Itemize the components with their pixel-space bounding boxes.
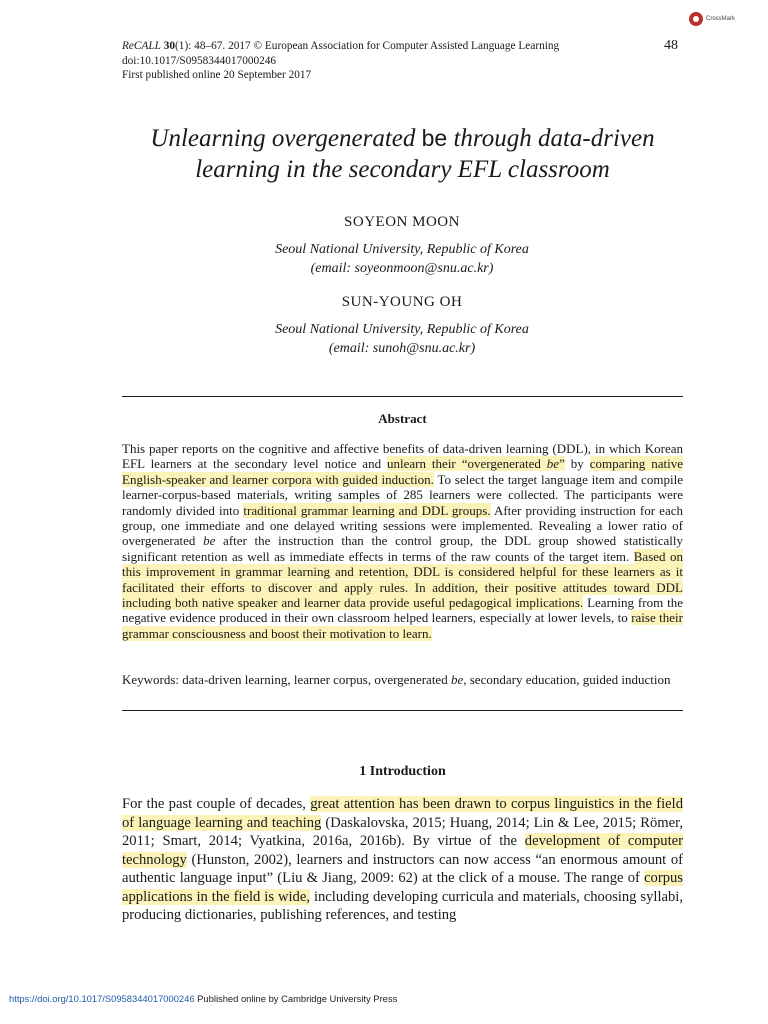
abstract-body: This paper reports on the cognitive and affective benefits of data-driven learning (DDL), in which Korean EFL learners at the secondary level notice and unlearn their “overgenerated be” by comparing native English-speaker and learner corpora with guided induction. To select the target language item and compile learner-corpus-based materials, writing samples of 285 learners were collected. The participants were randomly divided into traditional grammar learning and DDL groups. After providing instruction for each group, one immediate and one delayed writing sessions were implemented. Revealing a lower ratio of overgenerated be after the instruction than the control group, the DDL group showed statistically significant retention as well as immediate effects in terms of the raw counts of the target item. Based on this improvement in grammar learning and retention, DDL is considered helpful for these learners as it facilitated their efforts to discover and apply rules. In addition, their positive attitudes toward DDL including both native speaker and learner data provide useful pedagogical implications. Learning from the negative evidence produced in their own classroom helped learners, especially at lower levels, to raise their grammar consciousness and boost their motivation to learn.: [122, 441, 684, 641]
author-name-1: SOYEON MOON: [344, 214, 460, 230]
keywords-label: Keywords:: [122, 672, 180, 687]
paper-title: [100, 123, 705, 185]
author-affiliation-2: Seoul National University, Republic of Korea (email: sunoh@snu.ac.kr): [122, 320, 682, 358]
highlight: Based on this improvement in grammar learning and retention, DDL is considered helpful for these learners as it facilitated their efforts to discover and apply rules. In addition, their positive attitudes toward DDL including both native speaker and learner data provide useful pedagogical implications.: [122, 548, 683, 611]
keywords: Keywords: data-driven learning, learner corpus, overgenerated be, secondary education, guided induction: [122, 672, 671, 687]
doi-line: doi:10.1017/S0958344017000246: [122, 54, 277, 67]
footer-text: Published online by Cambridge University Press: [194, 993, 398, 1004]
crossmark-icon: [689, 12, 703, 26]
title-line-2: learning in the secondary EFL classroom: [195, 156, 610, 183]
title-line-1: Unlearning overgenerated be through data-driven: [150, 125, 655, 152]
running-header: [122, 39, 682, 83]
journal-name: ReCALL: [122, 40, 161, 52]
abstract-bottom-rule: [122, 710, 683, 711]
abstract-top-rule: [122, 396, 683, 397]
introduction-body: For the past couple of decades, great attention has been drawn to corpus linguistics in the field of language learning and teaching (Daskalovska, 2015; Huang, 2014; Lin & Lee, 2015; Römer, 2011; Smart, 2014; Vyatkina, 2016a, 2016b). By virtue of the development of computer technology (Hunston, 2002), learners and instructors can now access “an enormous amount of authentic language input” (Liu & Jiang, 2009: 62) at the click of a mouse. The range of corpus applications in the field is wide, including developing curricula and materials, choosing syllabi, producing dictionaries, publishing references, and testing: [122, 796, 683, 923]
crossmark-label: CrossMark: [706, 16, 736, 22]
crossmark-badge[interactable]: [689, 12, 735, 26]
published-line: First published online 20 September 2017: [122, 69, 312, 81]
author-affiliation-1: Seoul National University, Republic of Korea (email: soyeonmoon@snu.ac.kr): [122, 240, 682, 278]
author-email-1[interactable]: (email: soyeonmoon@snu.ac.kr): [310, 261, 494, 276]
highlight: comparing native English-speaker and learner corpora with guided induction.: [122, 456, 684, 487]
abstract-heading: Abstract: [378, 411, 427, 426]
section-heading: 1 Introduction: [359, 764, 446, 779]
title-be: be: [421, 125, 448, 151]
highlight: raise their grammar consciousness and boost their motivation to learn.: [122, 610, 683, 641]
citation-rest: (1): 48–67. 2017 © European Association for Computer Assisted Language Learning: [175, 40, 560, 52]
highlight: traditional grammar learning and DDL groups.: [243, 502, 491, 518]
doi-link[interactable]: https://doi.org/10.1017/S0958344017000246: [9, 993, 195, 1004]
author-email-2[interactable]: (email: sunoh@snu.ac.kr): [328, 341, 476, 356]
highlight: great attention has been drawn to corpus linguistics in the field of language learning and teaching: [122, 796, 683, 831]
highlight: corpus applications in the field is wide,: [122, 870, 683, 905]
volume-number: 30: [163, 40, 176, 52]
highlight: development of computer technology: [122, 833, 683, 868]
page-number: 48: [664, 38, 678, 53]
citation-line: [122, 39, 682, 54]
page-footer: [9, 993, 397, 1004]
author-name-2: SUN-YOUNG OH: [341, 294, 463, 310]
highlight: unlearn their “overgenerated be”: [387, 456, 565, 472]
